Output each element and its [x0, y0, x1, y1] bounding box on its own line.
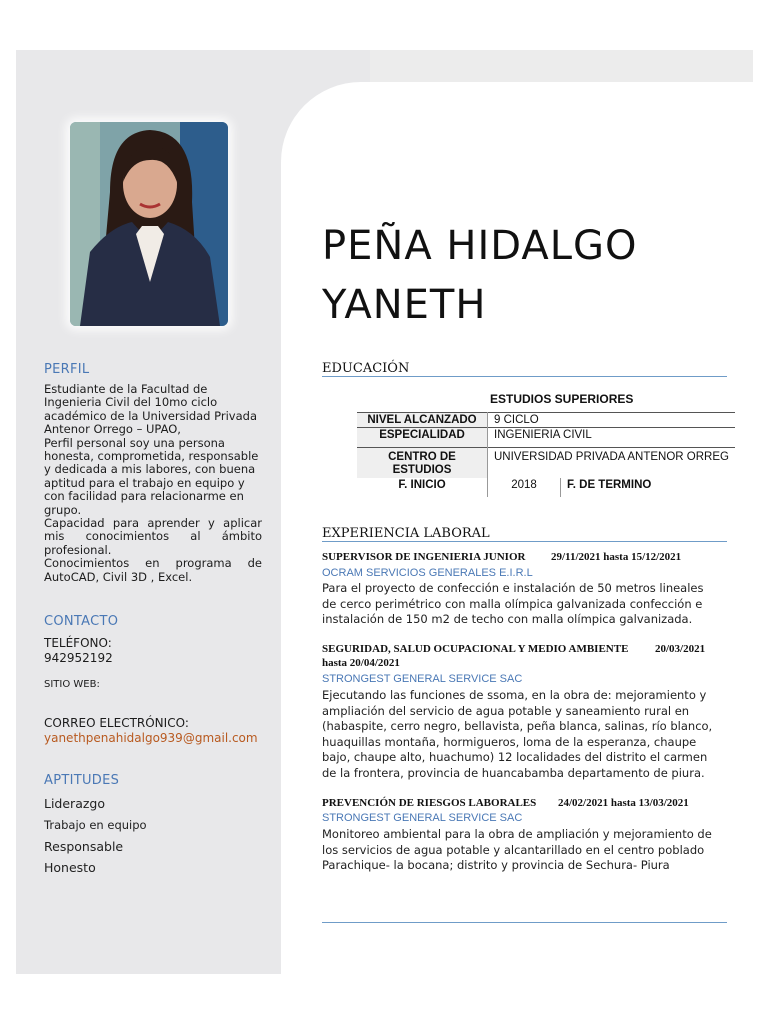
- company-name: STRONGEST GENERAL SERVICE SAC: [322, 673, 523, 685]
- table-label: F. INICIO: [398, 479, 446, 491]
- web-label: SITIO WEB:: [44, 679, 100, 690]
- table-value: [716, 478, 735, 497]
- name-line: PEÑA HIDALGO: [322, 223, 638, 269]
- table-row: [357, 448, 735, 479]
- job-description: Para el proyecto de confección e instalación de 50 metros lineales de cerco perimétrico con malla olímpica galvanizada confección e instalación de 150 m2 de techo con malla olímpica galvanizada.: [322, 581, 704, 626]
- company-name: OCRAM SERVICIOS GENERALES E.I.R.L: [322, 567, 533, 579]
- job-dates: 24/02/2021 hasta 13/03/2021: [558, 797, 689, 809]
- education-subtitle: ESTUDIOS SUPERIORES: [490, 392, 634, 406]
- table-label: F. DE TERMINO: [561, 478, 716, 497]
- company-name: STRONGEST GENERAL SERVICE SAC: [322, 812, 523, 824]
- table-value: 2018: [488, 478, 561, 497]
- table-value: 9 CICLO: [488, 413, 735, 428]
- table-label: CENTRO DE ESTUDIOS: [357, 448, 488, 479]
- job-dates: 29/11/2021 hasta 15/12/2021: [551, 551, 682, 563]
- table-row: [357, 413, 735, 428]
- table-row: [357, 428, 735, 448]
- perfil-paragraph: Conocimientos en programa de AutoCAD, Civil 3D , Excel.: [44, 556, 262, 584]
- email-link[interactable]: yanethpenahidalgo939@gmail.com: [44, 731, 258, 745]
- table-row: [357, 478, 735, 497]
- name-line: YANETH: [322, 282, 487, 328]
- contacto-title: CONTACTO: [44, 614, 119, 629]
- job-description: Ejecutando las funciones de ssoma, en la obra de: mejoramiento y ampliación del servicio de agua potable y saneamiento rural en (habaspite, cerro negro, bellavista, peña blanca, salinas, río blanco, huaquillas montaña, hormigueros, loma de la esperanza, chaupe bajo, chaupe alto, huachumo) 12 localidades del distrito el carmen de la frontera, provincia de huancabamba departamento de piura.: [322, 688, 713, 780]
- section-divider: [322, 376, 727, 377]
- education-table: [357, 412, 735, 497]
- phone-label: TELÉFONO:: [44, 636, 112, 650]
- education-title: EDUCACIÓN: [322, 361, 410, 376]
- job-dates-continued: hasta 20/04/2021: [322, 657, 400, 669]
- email-label: CORREO ELECTRÓNICO:: [44, 716, 189, 730]
- email-block: [44, 716, 262, 746]
- job-dates: 20/03/2021: [655, 643, 706, 655]
- perfil-text: [44, 383, 262, 584]
- perfil-title: PERFIL: [44, 362, 90, 377]
- job-description: Monitoreo ambiental para la obra de ampliación y mejoramiento de los servicios de agua potable y alcantarillado en el centro poblado Parachique- la bocana; distrito y provincia de Sechura- Piura: [322, 827, 712, 872]
- job-title: SEGURIDAD, SALUD OCUPACIONAL Y MEDIO AMBIENTE: [322, 643, 629, 655]
- table-label: ESPECIALIDAD: [357, 428, 488, 448]
- perfil-paragraph: Perfil personal soy una persona honesta, comprometida, responsable y dedicada a mis labores, con buena aptitud para el trabajo en equipo y con facilidad para relacionarme en grupo.: [44, 435, 259, 517]
- skill-item: Liderazgo: [44, 796, 106, 811]
- job-title: PREVENCIÓN DE RIESGOS LABORALES: [322, 797, 537, 809]
- candidate-name: [322, 220, 638, 331]
- job-title: SUPERVISOR DE INGENIERIA JUNIOR: [322, 551, 526, 563]
- aptitudes-title: APTITUDES: [44, 773, 120, 788]
- perfil-paragraph: Estudiante de la Facultad de Ingenieria Civil del 10mo ciclo académico de la Universidad Privada Antenor Orrego – UPAO,: [44, 382, 257, 437]
- skill-item: Responsable: [44, 839, 124, 854]
- table-label: NIVEL ALCANZADO: [357, 413, 488, 428]
- table-value: UNIVERSIDAD PRIVADA ANTENOR ORREG: [488, 448, 735, 479]
- skill-item: Trabajo en equipo: [44, 818, 147, 832]
- perfil-paragraph: Capacidad para aprender y aplicar mis conocimientos al ámbito profesional.: [44, 516, 262, 557]
- footer-divider: [322, 922, 727, 923]
- section-divider: [322, 541, 727, 542]
- experience-title: EXPERIENCIA LABORAL: [322, 526, 490, 541]
- phone-block: [44, 636, 262, 666]
- table-value: INGENIERIA CIVIL: [488, 428, 735, 448]
- phone-value: 942952192: [44, 651, 113, 665]
- profile-photo: [70, 122, 228, 326]
- skill-item: Honesto: [44, 860, 96, 875]
